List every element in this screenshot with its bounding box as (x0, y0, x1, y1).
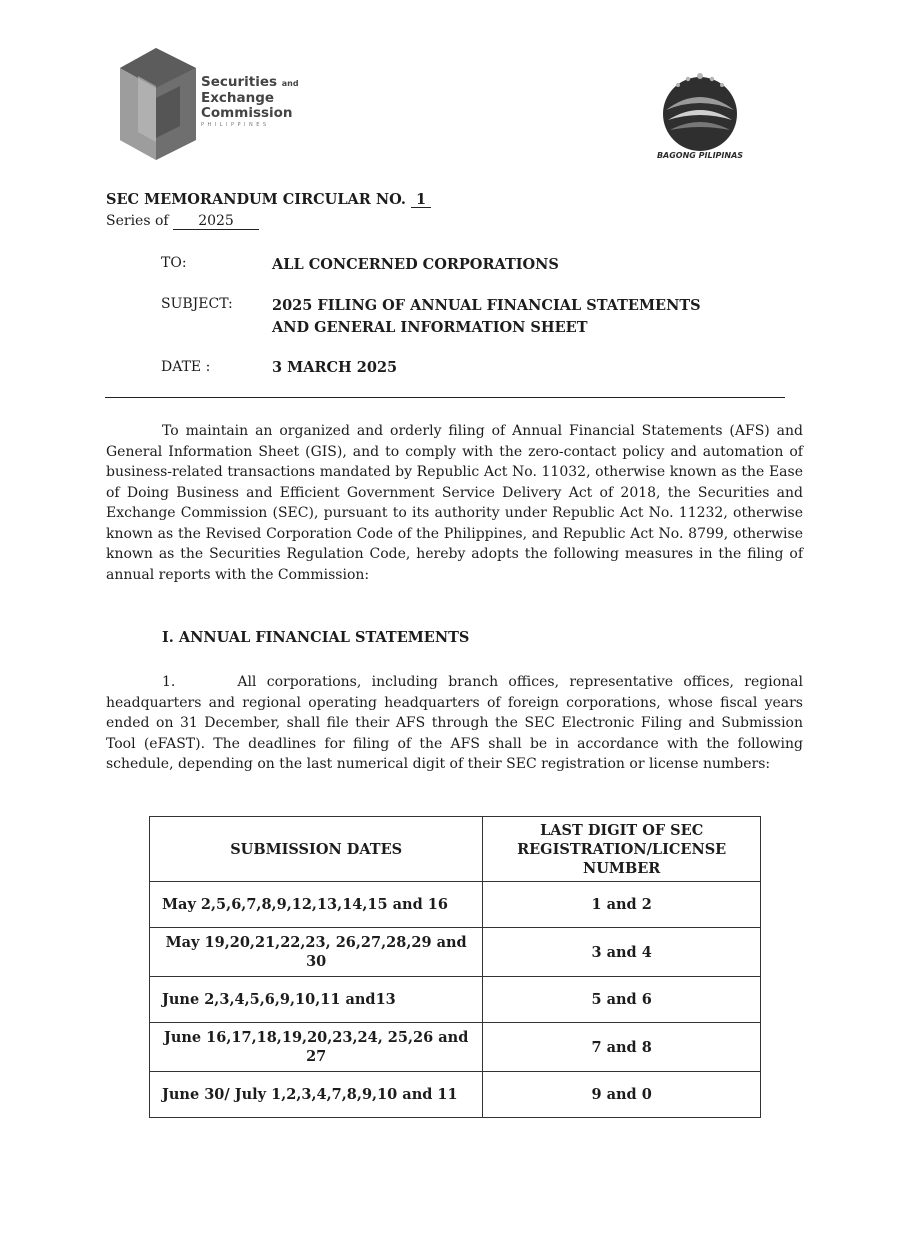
series-year: 2025 (173, 213, 259, 230)
header-submission-dates: SUBMISSION DATES (150, 817, 483, 882)
bagong-pilipinas-logo-icon (652, 66, 748, 152)
subject-value: 2025 FILING OF ANNUAL FINANCIAL STATEMENTS AND GENERAL INFORMATION SHEET (272, 297, 701, 336)
item-1-paragraph (106, 672, 803, 775)
section-heading: I. ANNUAL FINANCIAL STATEMENTS (162, 629, 470, 646)
bagong-pilipinas-label: BAGONG PILIPINAS (656, 151, 744, 160)
header-last-digit: LAST DIGIT OF SEC REGISTRATION/LICENSE NUMBER (483, 817, 761, 882)
submission-date-cell: June 2,3,4,5,6,9,10,11 and13 (150, 977, 483, 1023)
last-digit-cell: 5 and 6 (483, 977, 761, 1023)
item-1-text: All corporations, including branch offices, representative offices, regional headquarters and regional operating headquarters of foreign corporations, whose fiscal years ended on 31 December, shall file their AFS through the SEC Electronic Filing and Submission Tool (eFAST). The deadlines for filing of the AFS shall be in accordance with the following schedule, depending on the last numerical digit of their SEC registration or license numbers: (106, 674, 803, 772)
last-digit-cell: 9 and 0 (483, 1072, 761, 1118)
memo-number: 1 (411, 193, 431, 208)
sec-logo-text: Securities and Exchange Commission PHILIPPINES (201, 74, 299, 128)
filing-schedule-table (149, 816, 761, 1118)
table-row (150, 977, 761, 1023)
table-header-row (150, 817, 761, 882)
to-value: ALL CONCERNED CORPORATIONS (272, 256, 559, 273)
table-row (150, 882, 761, 928)
memo-title: SEC MEMORANDUM CIRCULAR NO. 1 (106, 191, 431, 208)
submission-date-cell: May 19,20,21,22,23, 26,27,28,29 and 30 (150, 928, 483, 977)
last-digit-cell: 3 and 4 (483, 928, 761, 977)
last-digit-cell: 1 and 2 (483, 882, 761, 928)
item-1-number: 1. (162, 674, 176, 690)
table-row (150, 928, 761, 977)
memo-series: Series of 2025 (106, 213, 259, 230)
table-row (150, 1072, 761, 1118)
submission-date-cell: June 30/ July 1,2,3,4,7,8,9,10 and 11 (150, 1072, 483, 1118)
intro-paragraph: To maintain an organized and orderly filing of Annual Financial Statements (AFS) and General Information Sheet (GIS), and to comply with the zero-contact policy and automation of business-related transactions mandated by Republic Act No. 11032, otherwise known as the Ease of Doing Business and Efficient Government Service Delivery Act of 2018, the Securities and Exchange Commission (SEC), pursuant to its authority under Republic Act No. 11232, otherwise known as the Revised Corporation Code of the Philippines, and Republic Act No. 8799, otherwise known as the Securities Regulation Code, hereby adopts the following measures in the filing of annual reports with the Commission: (106, 423, 803, 583)
to-label: TO: (161, 255, 187, 271)
date-label: DATE : (161, 359, 211, 375)
date-value: 3 MARCH 2025 (272, 359, 398, 376)
table-row (150, 1023, 761, 1072)
submission-date-cell: June 16,17,18,19,20,23,24, 25,26 and 27 (150, 1023, 483, 1072)
subject-label: SUBJECT: (161, 296, 233, 312)
last-digit-cell: 7 and 8 (483, 1023, 761, 1072)
submission-date-cell: May 2,5,6,7,8,9,12,13,14,15 and 16 (150, 882, 483, 928)
header-divider (105, 397, 785, 398)
